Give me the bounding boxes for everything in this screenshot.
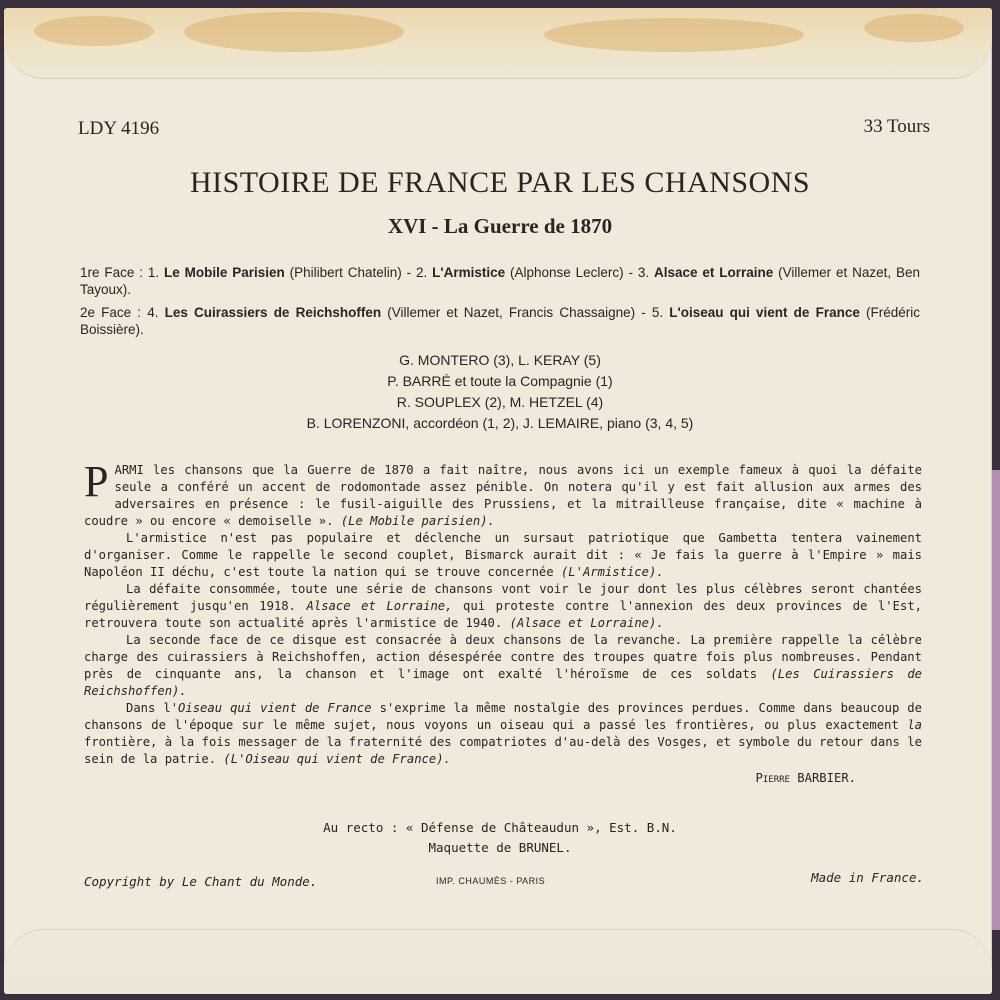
album-subtitle: XVI - La Guerre de 1870	[387, 214, 613, 238]
song-reference: (L'Oiseau qui vient de France).	[223, 752, 451, 766]
printer-credit: IMP. CHAUMÈS - PARIS	[436, 876, 546, 886]
paragraph-text: La défaite consommée, toute une série de chansons vont voir le jour dont les plus célèbres seront chantées régulièrement jusqu'en 1918.	[84, 582, 922, 613]
face-2	[80, 304, 920, 338]
face-label: 2e Face :	[80, 305, 148, 320]
copyright-notice: Copyright by Le Chant du Monde.	[84, 874, 318, 889]
performer-line: R. SOUPLEX (2), M. HETZEL (4)	[396, 394, 604, 410]
design-credit: Maquette de BRUNEL.	[428, 840, 572, 855]
tracklist	[80, 264, 920, 344]
performer-line: B. LORENZONI, accordéon (1, 2), J. LEMAIRE, piano (3, 4, 5)	[306, 415, 694, 431]
song-reference: (Le Mobile parisien).	[340, 514, 495, 528]
sleeve-edge	[992, 470, 1000, 930]
paragraph-text: La seconde face de ce disque est consacrée à deux chansons de la revanche. La première rappelle la célèbre charge des cuirassiers à Reichshoffen, action désespérée contre des troupes quatre fois plus nombreuses. Pendant près de cinquante ans, la chanson et l'image ont exalté l'héroïsme de ces soldats	[84, 633, 922, 681]
paragraph-text: les chansons que la Guerre de 1870 a fait naître, nous avons ici un exemple fameux à quoi la défaite seule a conféré un accent de rodomontade assez pénible. On notera qu'il y est fait allusion aux armes des adversaires en présence : le fusil-aiguille des Prussiens, et la mitrailleuse française, dite « machine à coudre » ou encore « demoiselle ».	[84, 463, 922, 528]
track-title: Les Cuirassiers de Reichshoffen	[164, 305, 382, 320]
liner-paragraph	[84, 700, 922, 768]
song-reference: (L'Armistice).	[560, 565, 664, 579]
liner-paragraph	[84, 632, 922, 700]
recto-credits	[0, 818, 1000, 858]
liner-paragraph	[84, 457, 922, 530]
track-number: 3.	[637, 265, 654, 280]
track-number: 4.	[147, 305, 165, 320]
song-title-inline: Oiseau qui vient de France	[178, 701, 372, 715]
catalog-number: LDY 4196	[78, 118, 160, 139]
top-flap	[4, 8, 992, 79]
liner-paragraph	[84, 581, 922, 632]
song-title-inline: Alsace et Lorraine,	[306, 599, 453, 613]
paper-stain	[864, 14, 964, 42]
paragraph-text: frontière, à la fois messager de la fraternité des compatriotes d'au-delà des Vosges, et symbole du retour dans le sein de la patrie.	[84, 735, 922, 766]
drop-cap: P	[84, 457, 109, 506]
cover-illustration-credit: Au recto : « Défense de Châteaudun », Est. B.N.	[323, 820, 677, 835]
liner-notes	[84, 457, 922, 787]
performer-line: P. BARRÉ et toute la Compagnie (1)	[387, 373, 613, 389]
paper-stain	[184, 12, 404, 52]
track-credit: (Villemer et Nazet, Francis Chassaigne) -	[381, 305, 652, 320]
paragraph-text: L'armistice n'est pas populaire et déclenche un sursaut patriotique que Gambetta tentera vainement d'organiser. Comme le rappelle le second couplet, Bismarck aurait dit : « Je fais la guerre à l'Empire » mais Napoléon II déchu, c'est toute la nation qui se trouve concernée	[84, 531, 922, 579]
record-speed: 33 Tours	[863, 116, 930, 137]
song-reference: (Les Cuirassiers de Reichshoffen).	[84, 667, 922, 698]
track-number: 5.	[651, 305, 670, 320]
track-title: L'Armistice	[432, 265, 506, 280]
track-number: 2.	[415, 265, 433, 280]
song-reference: (Alsace et Lorraine).	[509, 616, 664, 630]
emphasis: la	[907, 718, 922, 732]
paragraph-text: s'exprime la même nostalgie des provinces perdues. Comme dans beaucoup de chansons de l'époque sur le même sujet, nous voyons un oiseau qui a passé les frontières, ou plus exactement	[84, 701, 922, 732]
track-credit: (Philibert Chatelin) -	[284, 265, 416, 280]
author-signature: Pierre BARBIER.	[755, 771, 856, 785]
track-title: Alsace et Lorraine	[653, 265, 774, 280]
paragraph-text: qui proteste contre l'annexion des deux provinces de l'Est, retrouvera toute son actualité après l'armistice de 1940.	[84, 599, 922, 630]
lead-caps: ARMI	[114, 463, 144, 477]
performer-line: G. MONTERO (3), L. KERAY (5)	[399, 352, 601, 368]
face-1	[80, 264, 920, 298]
track-credit: (Frédéric Boissière).	[80, 305, 921, 337]
origin-notice: Made in France.	[811, 870, 924, 885]
liner-paragraph	[84, 530, 922, 581]
paragraph-text: Dans l'	[126, 701, 179, 715]
paper-stain	[544, 18, 804, 52]
bottom-flap	[4, 929, 992, 994]
face-label: 1re Face :	[80, 265, 148, 280]
track-title: Le Mobile Parisien	[163, 265, 285, 280]
track-number: 1.	[147, 265, 164, 280]
track-credit: (Alphonse Leclerc) -	[505, 265, 638, 280]
album-title: HISTOIRE DE FRANCE PAR LES CHANSONS	[189, 166, 811, 199]
performer-credits	[0, 350, 1000, 434]
track-credit: (Villemer et Nazet, Ben Tayoux).	[80, 265, 920, 297]
track-title: L'oiseau qui vient de France	[669, 305, 860, 320]
paper-stain	[34, 16, 154, 46]
